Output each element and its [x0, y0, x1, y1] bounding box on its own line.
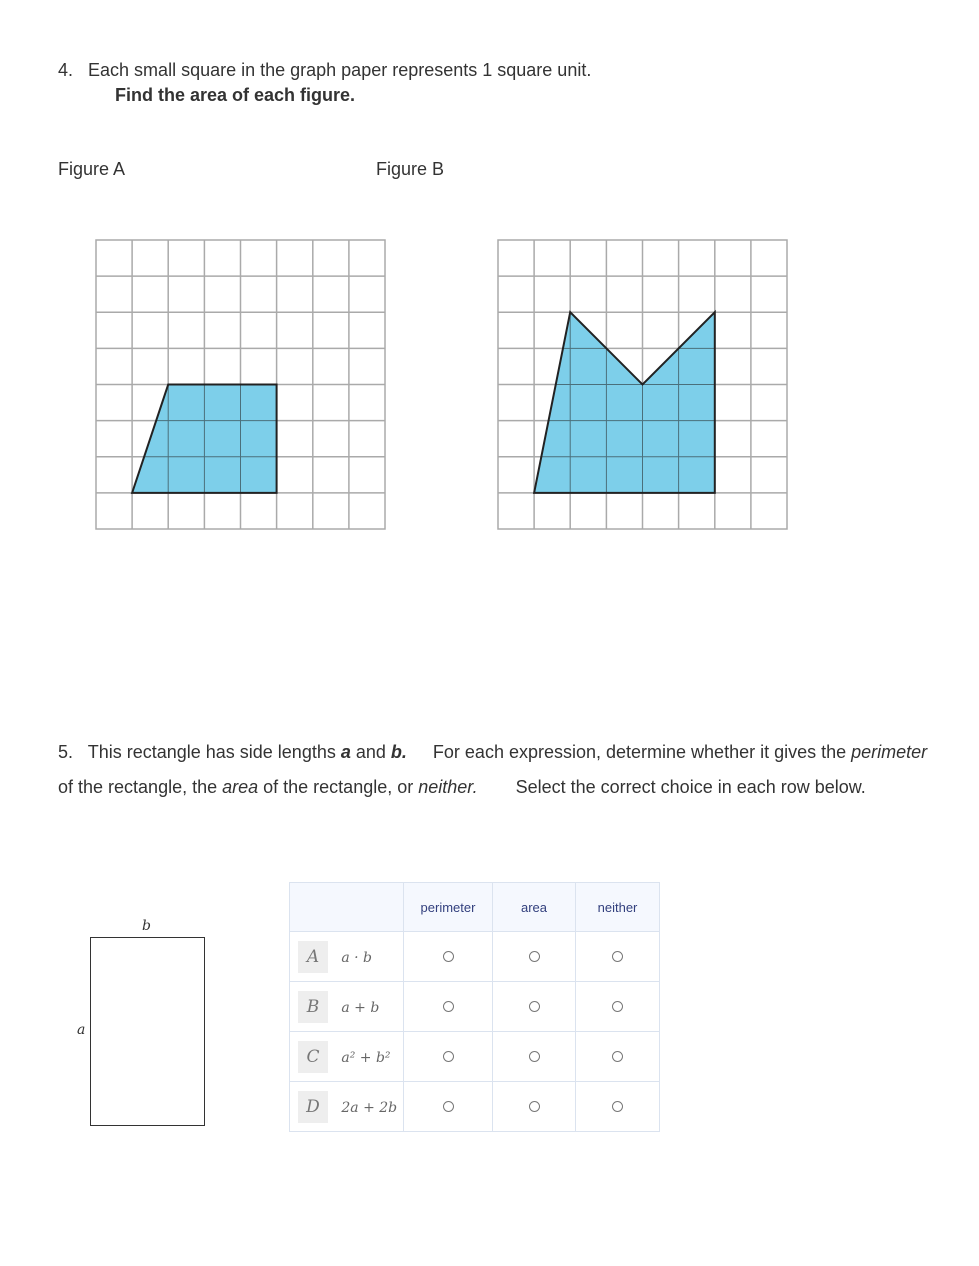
radio-b-neither[interactable] [612, 1001, 623, 1012]
header-blank [290, 883, 404, 932]
header-perimeter: perimeter [404, 883, 493, 932]
question-4-instruction: Find the area of each figure. [115, 85, 356, 105]
figure-b-shape [534, 312, 715, 493]
rectangle-label-b: b [142, 918, 151, 934]
row-letter: A [298, 941, 328, 973]
radio-c-area[interactable] [529, 1051, 540, 1062]
question-5-prompt: 5. This rectangle has side lengths a and b. For each expression, determine whether it gives the perimeter of the rectangle, the area of the rectangle, or neither. Select the correct choice in each row below. [58, 742, 928, 797]
table-row [290, 982, 660, 1032]
row-letter: D [298, 1091, 328, 1123]
row-expression: D 2a + 2b [290, 1082, 404, 1132]
table-row [290, 932, 660, 982]
row-letter: C [298, 1041, 328, 1073]
figure-a-label: Figure A [58, 159, 126, 179]
radio-a-area[interactable] [529, 951, 540, 962]
row-letter: B [298, 991, 328, 1023]
row-expression: C a² + b² [290, 1032, 404, 1082]
radio-a-neither[interactable] [612, 951, 623, 962]
header-neither: neither [576, 883, 660, 932]
question-number: 4. [58, 60, 74, 80]
table-row [290, 1082, 660, 1132]
table-header [290, 883, 660, 932]
side-b: b. [390, 742, 407, 762]
radio-b-perimeter[interactable] [443, 1001, 454, 1012]
radio-c-neither[interactable] [612, 1051, 623, 1062]
radio-d-area[interactable] [529, 1101, 540, 1112]
radio-a-perimeter[interactable] [443, 951, 454, 962]
choice-table [289, 882, 660, 1132]
side-a: a [340, 742, 351, 762]
header-area: area [493, 883, 576, 932]
figure-b-graph [496, 238, 790, 532]
figure-b-label: Figure B [376, 159, 445, 179]
row-expression: A a · b [290, 932, 404, 982]
rectangle-label-a: a [77, 1022, 86, 1038]
question-4-prompt [58, 59, 591, 81]
table-row [290, 1032, 660, 1082]
radio-c-perimeter[interactable] [443, 1051, 454, 1062]
radio-d-perimeter[interactable] [443, 1101, 454, 1112]
figure-a-graph [94, 238, 388, 532]
rectangle-diagram [90, 937, 205, 1126]
question-text: Each small square in the graph paper represents 1 square unit. [88, 60, 592, 80]
radio-b-area[interactable] [529, 1001, 540, 1012]
radio-d-neither[interactable] [612, 1101, 623, 1112]
row-expression: B a + b [290, 982, 404, 1032]
